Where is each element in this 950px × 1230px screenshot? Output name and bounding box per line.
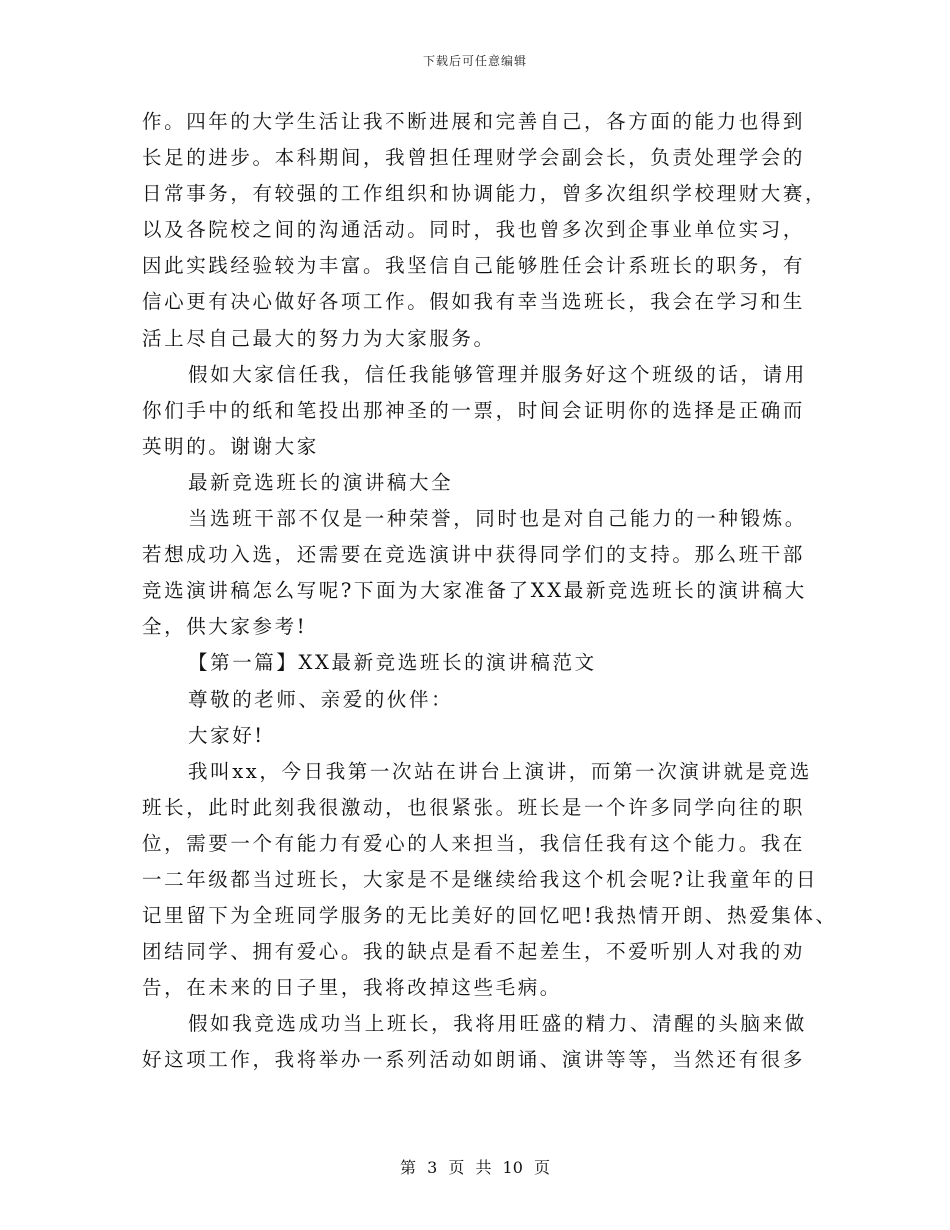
- text-line: 长足的进步。本科期间，我曾担任理财学会副会长，负责处理学会的: [142, 146, 806, 170]
- text-line: 英明的。谢谢大家: [142, 434, 319, 458]
- text-line: 以及各院校之间的沟通活动。同时，我也曾多次到企事业单位实习，: [142, 218, 806, 242]
- text-line: 记里留下为全班同学服务的无比美好的回忆吧!我热情开朗、热爱集体、: [142, 904, 838, 928]
- text-line: 一二年级都当过班长，大家是不是继续给我这个机会呢?让我童年的日: [142, 867, 819, 891]
- text-line: 日常事务，有较强的工作组织和协调能力，曾多次组织学校理财大赛，: [142, 182, 828, 206]
- text-line: 假如大家信任我，信任我能够管理并服务好这个班级的话，请用: [188, 362, 807, 386]
- text-line: 告，在未来的日子里，我将改掉这些毛病。: [142, 976, 562, 1000]
- text-line: 若想成功入选，还需要在竞选演讲中获得同学们的支持。那么班干部: [142, 543, 806, 567]
- text-line: 【第一篇】XX最新竞选班长的演讲稿范文: [188, 651, 597, 675]
- text-line: 当选班干部不仅是一种荣誉，同时也是对自己能力的一种锻炼。: [188, 507, 807, 531]
- text-line: 活上尽自己最大的努力为大家服务。: [142, 326, 496, 350]
- text-line: 我叫xx，今日我第一次站在讲台上演讲，而第一次演讲就是竞选: [188, 759, 812, 783]
- text-line: 最新竞选班长的演讲稿大全: [188, 470, 454, 494]
- text-line: 班长，此时此刻我很激动，也很紧张。班长是一个许多同学向往的职: [142, 795, 806, 819]
- page-footer-page-number: 第 3 页 共 10 页: [400, 1158, 550, 1177]
- text-line: 竞选演讲稿怎么写呢?下面为大家准备了XX最新竞选班长的演讲稿大: [142, 579, 807, 603]
- text-line: 大家好!: [188, 723, 265, 747]
- text-line: 作。四年的大学生活让我不断进展和完善自己，各方面的能力也得到: [142, 110, 806, 133]
- text-line: 团结同学、拥有爱心。我的缺点是看不起差生，不爱听别人对我的劝: [142, 940, 806, 964]
- text-line: 你们手中的纸和笔投出那神圣的一票，时间会证明你的选择是正确而: [142, 398, 806, 422]
- text-line: 信心更有决心做好各项工作。假如我有幸当选班长，我会在学习和生: [142, 290, 806, 314]
- text-line: 尊敬的老师、亲爱的伙伴：: [188, 687, 454, 711]
- text-line: 位，需要一个有能力有爱心的人来担当，我信任我有这个能力。我在: [142, 831, 806, 855]
- text-line: 因此实践经验较为丰富。我坚信自己能够胜任会计系班长的职务，有: [142, 254, 806, 278]
- page-header-note: 下载后可任意编辑: [422, 54, 527, 68]
- text-line: 好这项工作，我将举办一系列活动如朗诵、演讲等等，当然还有很多: [142, 1048, 806, 1072]
- document-body: [142, 104, 838, 1079]
- text-line: 全，供大家参考!: [142, 615, 308, 639]
- text-line: 假如我竞选成功当上班长，我将用旺盛的精力、清醒的头脑来做: [188, 1012, 807, 1036]
